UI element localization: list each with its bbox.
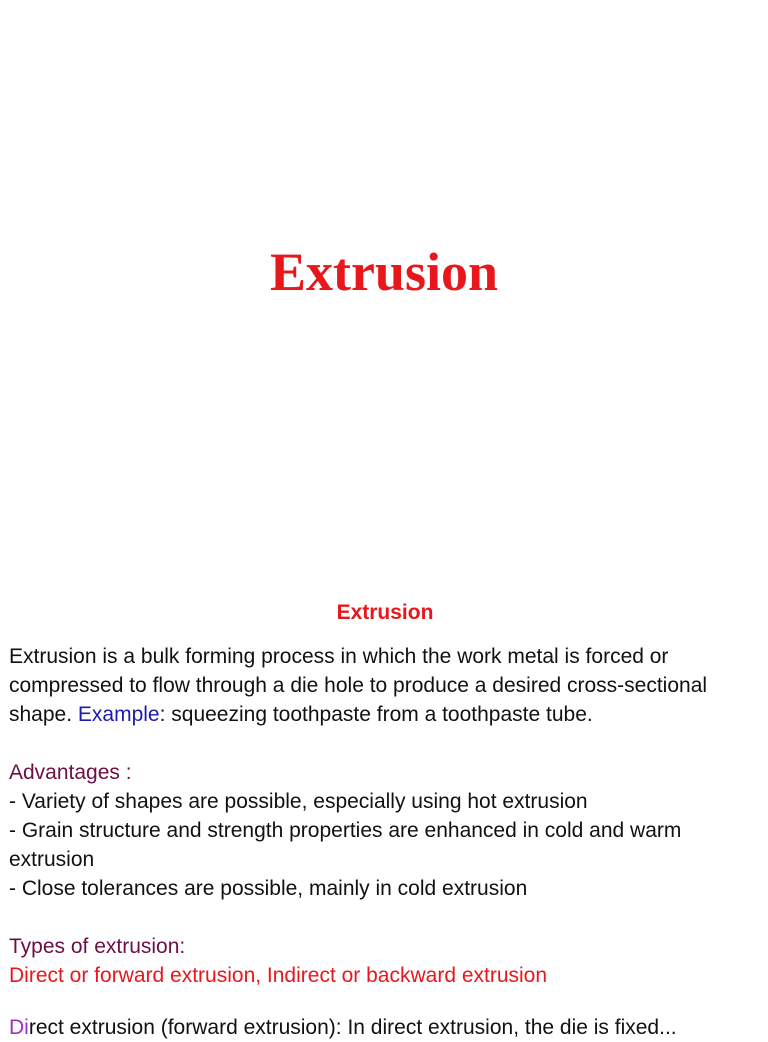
paragraph-gap <box>9 729 761 758</box>
advantage-item-2-continued: extrusion <box>9 848 95 871</box>
intro-last-prefix: shape. <box>9 703 78 726</box>
cut-off-lead: Di <box>9 1016 29 1039</box>
paragraph-gap <box>9 903 761 932</box>
extrusion-section <box>9 598 761 990</box>
cover-title: Extrusion <box>269 242 499 302</box>
advantage-item-1: - Variety of shapes are possible, especially using hot extrusion <box>9 790 588 813</box>
intro-line-1: Extrusion is a bulk forming process in which the work metal is forced or <box>9 645 669 668</box>
types-label: Types of extrusion: <box>9 935 186 958</box>
types-value: Direct or forward extrusion, Indirect or backward extrusion <box>9 964 548 987</box>
intro-line-3 <box>9 700 761 729</box>
cut-off-rest: rect extrusion (forward extrusion): In direct extrusion, the die is fixed... <box>28 1016 677 1039</box>
cut-off-line <box>9 1013 677 1042</box>
intro-line-2: compressed to flow through a die hole to produce a desired cross-sectional <box>9 674 708 697</box>
section-heading: Extrusion <box>336 601 434 624</box>
advantage-item-3: - Close tolerances are possible, mainly in cold extrusion <box>9 877 528 900</box>
example-text: : squeezing toothpaste from a toothpaste tube. <box>159 703 593 726</box>
example-label: Example <box>77 703 160 726</box>
advantages-label: Advantages : <box>9 761 132 784</box>
advantage-item-2: - Grain structure and strength properties are enhanced in cold and warm <box>9 819 682 842</box>
